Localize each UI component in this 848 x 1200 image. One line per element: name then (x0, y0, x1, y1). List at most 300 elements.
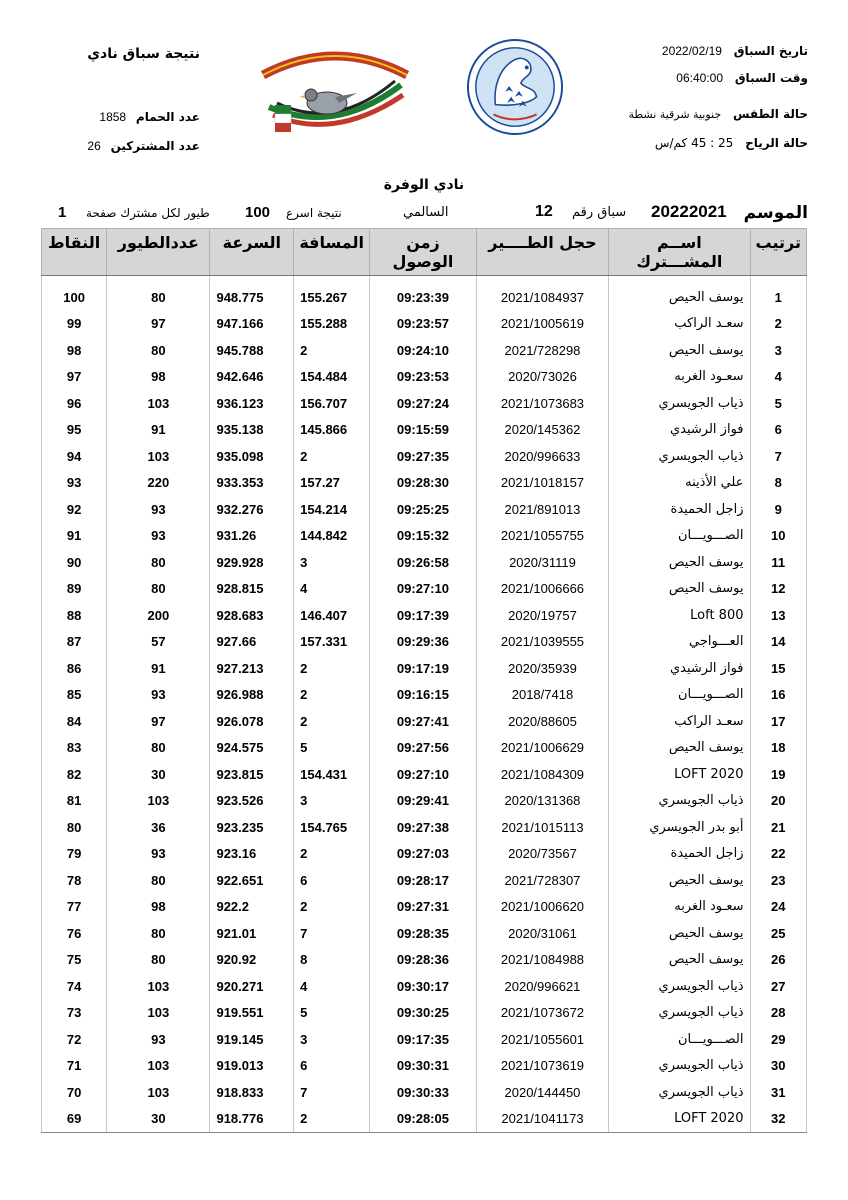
ring-cell: 2021/1041173 (476, 1106, 609, 1133)
arrival-cell: 09:27:03 (370, 841, 476, 868)
points-cell: 88 (42, 602, 107, 629)
table-row (42, 1026, 807, 1053)
distance-cell: 3 (294, 549, 370, 576)
speed-cell: 920.92 (210, 947, 294, 974)
speed-cell: 922.651 (210, 867, 294, 894)
results-table (41, 228, 807, 1133)
participant-cell: Loft 800 (609, 602, 750, 629)
arrival-cell: 09:28:05 (370, 1106, 476, 1133)
distance-cell: 157.27 (294, 470, 370, 497)
distance-cell: 2 (294, 841, 370, 868)
birds-cell: 80 (107, 947, 210, 974)
table-row (42, 390, 807, 417)
ring-cell: 2021/728307 (476, 867, 609, 894)
distance-cell: 2 (294, 1106, 370, 1133)
arrival-cell: 09:28:30 (370, 470, 476, 497)
participant-cell: علي الأذينه (609, 470, 750, 497)
distance-cell: 7 (294, 1079, 370, 1106)
rank-cell: 20 (750, 788, 807, 815)
birds-cell: 80 (107, 576, 210, 603)
participant-cell: سعـد الراكب (609, 311, 750, 338)
arrival-cell: 09:30:17 (370, 973, 476, 1000)
rank-cell: 25 (750, 920, 807, 947)
points-cell: 73 (42, 1000, 107, 1027)
distance-cell: 154.765 (294, 814, 370, 841)
arrival-cell: 09:26:58 (370, 549, 476, 576)
speed-cell: 933.353 (210, 470, 294, 497)
ring-cell: 2020/73026 (476, 364, 609, 391)
points-cell: 76 (42, 920, 107, 947)
ring-cell: 2020/35939 (476, 655, 609, 682)
birds-cell: 103 (107, 973, 210, 1000)
arrival-cell: 09:27:24 (370, 390, 476, 417)
participant-cell: ذياب الجويسري (609, 788, 750, 815)
arrival-cell: 09:30:33 (370, 1079, 476, 1106)
pigeons-value: 1858 (99, 110, 127, 124)
speed-cell: 919.013 (210, 1053, 294, 1080)
birds-cell: 103 (107, 1079, 210, 1106)
header-participant: اســم المشـــترك (609, 229, 750, 276)
table-row (42, 1053, 807, 1080)
table-row (42, 549, 807, 576)
arrival-cell: 09:23:39 (370, 284, 476, 311)
table-row (42, 973, 807, 1000)
club-logo (255, 45, 415, 140)
arrival-cell: 09:30:31 (370, 1053, 476, 1080)
table-row (42, 682, 807, 709)
distance-cell: 2 (294, 337, 370, 364)
ring-cell: 2021/1055755 (476, 523, 609, 550)
arrival-cell: 09:17:35 (370, 1026, 476, 1053)
participant-cell: LOFT 2020 (609, 1106, 750, 1133)
wind-line (655, 136, 808, 150)
rank-cell: 19 (750, 761, 807, 788)
participant-cell: يوسف الحيص (609, 549, 750, 576)
race-no-value: 12 (535, 203, 553, 220)
speed-cell: 926.078 (210, 708, 294, 735)
distance-cell: 3 (294, 1026, 370, 1053)
birds-cell: 103 (107, 390, 210, 417)
points-cell: 86 (42, 655, 107, 682)
ring-cell: 2020/31061 (476, 920, 609, 947)
table-row (42, 841, 807, 868)
weather-line (629, 107, 809, 121)
arrival-cell: 09:27:41 (370, 708, 476, 735)
race-date-value: 2022/02/19 (661, 44, 722, 58)
points-cell: 79 (42, 841, 107, 868)
participant-cell: الصـــويـــان (609, 523, 750, 550)
arrival-cell: 09:28:35 (370, 920, 476, 947)
points-cell: 85 (42, 682, 107, 709)
rank-cell: 5 (750, 390, 807, 417)
rank-cell: 29 (750, 1026, 807, 1053)
distance-cell: 145.866 (294, 417, 370, 444)
rank-cell: 4 (750, 364, 807, 391)
table-row (42, 920, 807, 947)
table-row (42, 364, 807, 391)
arrival-cell: 09:30:25 (370, 1000, 476, 1027)
race-time-label: وقت السباق (734, 71, 808, 85)
rank-cell: 6 (750, 417, 807, 444)
rank-cell: 9 (750, 496, 807, 523)
arrival-cell: 09:27:38 (370, 814, 476, 841)
ring-cell: 2021/1006629 (476, 735, 609, 762)
result-label: نتيجة اسرع (286, 206, 342, 220)
page-title: نتيجة سباق نادي (87, 46, 200, 62)
distance-cell: 2 (294, 894, 370, 921)
rank-cell: 13 (750, 602, 807, 629)
ring-cell: 2021/728298 (476, 337, 609, 364)
arrival-cell: 09:27:10 (370, 576, 476, 603)
participant-cell: يوسف الحيص (609, 867, 750, 894)
ring-cell: 2021/1073683 (476, 390, 609, 417)
race-time-value: 06:40:00 (676, 71, 723, 85)
birds-cell: 97 (107, 708, 210, 735)
speed-cell: 918.776 (210, 1106, 294, 1133)
birds-cell: 30 (107, 1106, 210, 1133)
table-row (42, 496, 807, 523)
page-number: 1 (58, 204, 67, 221)
distance-cell: 3 (294, 788, 370, 815)
rank-cell: 12 (750, 576, 807, 603)
speed-cell: 945.788 (210, 337, 294, 364)
ring-cell: 2020/145362 (476, 417, 609, 444)
ring-cell: 2020/88605 (476, 708, 609, 735)
arrival-cell: 09:29:41 (370, 788, 476, 815)
table-row (42, 443, 807, 470)
ring-cell: 2021/1018157 (476, 470, 609, 497)
race-time-line (676, 71, 808, 85)
header-birds: عددالطيور (107, 229, 210, 276)
arrival-cell: 09:15:59 (370, 417, 476, 444)
rank-cell: 10 (750, 523, 807, 550)
distance-cell: 155.267 (294, 284, 370, 311)
speed-cell: 936.123 (210, 390, 294, 417)
arrival-cell: 09:16:15 (370, 682, 476, 709)
distance-cell: 156.707 (294, 390, 370, 417)
ring-cell: 2021/1015113 (476, 814, 609, 841)
season-value: 20222021 (651, 202, 727, 221)
points-cell: 92 (42, 496, 107, 523)
rank-cell: 22 (750, 841, 807, 868)
points-cell: 90 (42, 549, 107, 576)
speed-cell: 935.138 (210, 417, 294, 444)
rank-cell: 26 (750, 947, 807, 974)
participant-cell: فواز الرشيدي (609, 655, 750, 682)
table-row (42, 655, 807, 682)
points-cell: 69 (42, 1106, 107, 1133)
participant-cell: يوسف الحيص (609, 337, 750, 364)
distance-cell: 154.484 (294, 364, 370, 391)
result-count: 100 (245, 204, 271, 221)
distance-cell: 154.431 (294, 761, 370, 788)
distance-cell: 5 (294, 735, 370, 762)
birds-cell: 80 (107, 549, 210, 576)
weather-label: حالة الطقس (732, 107, 808, 121)
distance-cell: 155.288 (294, 311, 370, 338)
header-ring: حجل الطــــير (476, 229, 609, 276)
rank-cell: 30 (750, 1053, 807, 1080)
participant-cell: ذياب الجويسري (609, 390, 750, 417)
participant-cell: ذياب الجويسري (609, 1079, 750, 1106)
rank-cell: 17 (750, 708, 807, 735)
birds-cell: 80 (107, 867, 210, 894)
arrival-cell: 09:23:53 (370, 364, 476, 391)
distance-cell: 4 (294, 576, 370, 603)
birds-cell: 93 (107, 841, 210, 868)
race-date-label: تاريخ السباق (733, 44, 808, 58)
ring-cell: 2021/1039555 (476, 629, 609, 656)
distance-cell: 2 (294, 443, 370, 470)
points-cell: 97 (42, 364, 107, 391)
distance-cell: 2 (294, 682, 370, 709)
participants-label: عدد المشتركين (110, 139, 200, 153)
table-row (42, 867, 807, 894)
table-row (42, 1106, 807, 1133)
distance-cell: 7 (294, 920, 370, 947)
participant-cell: يوسف الحيص (609, 576, 750, 603)
distance-cell: 157.331 (294, 629, 370, 656)
ring-cell: 2020/73567 (476, 841, 609, 868)
birds-cell: 93 (107, 496, 210, 523)
birds-cell: 220 (107, 470, 210, 497)
ring-cell: 2021/1073672 (476, 1000, 609, 1027)
speed-cell: 923.815 (210, 761, 294, 788)
ring-cell: 2021/1084937 (476, 284, 609, 311)
points-cell: 100 (42, 284, 107, 311)
rank-cell: 31 (750, 1079, 807, 1106)
ring-cell: 2021/1005619 (476, 311, 609, 338)
race-date-line (662, 44, 808, 58)
participant-cell: زاجل الحميدة (609, 841, 750, 868)
arrival-cell: 09:29:36 (370, 629, 476, 656)
table-row (42, 284, 807, 311)
participant-cell: يوسف الحيص (609, 284, 750, 311)
rank-cell: 16 (750, 682, 807, 709)
participant-cell: ذياب الجويسري (609, 1053, 750, 1080)
distance-cell: 5 (294, 1000, 370, 1027)
table-row (42, 337, 807, 364)
participant-cell: الصـــويـــان (609, 1026, 750, 1053)
speed-cell: 929.928 (210, 549, 294, 576)
participant-cell: سعـد الراكب (609, 708, 750, 735)
arrival-cell: 09:17:39 (370, 602, 476, 629)
speed-cell: 931.26 (210, 523, 294, 550)
points-cell: 84 (42, 708, 107, 735)
speed-cell: 942.646 (210, 364, 294, 391)
points-cell: 96 (42, 390, 107, 417)
header-points: النقاط (42, 229, 107, 276)
speed-cell: 919.551 (210, 1000, 294, 1027)
birds-cell: 30 (107, 761, 210, 788)
participant-cell: ذياب الجويسري (609, 443, 750, 470)
arrival-cell: 09:25:25 (370, 496, 476, 523)
points-cell: 72 (42, 1026, 107, 1053)
ring-cell: 2021/1055601 (476, 1026, 609, 1053)
participant-cell: سعـود الغربه (609, 894, 750, 921)
participants-value: 26 (87, 139, 101, 153)
speed-cell: 947.166 (210, 311, 294, 338)
per-page-label: طيور لكل مشترك صفحة (86, 206, 210, 220)
ring-cell: 2020/996621 (476, 973, 609, 1000)
ring-cell: 2021/891013 (476, 496, 609, 523)
arrival-cell: 09:28:36 (370, 947, 476, 974)
distance-cell: 4 (294, 973, 370, 1000)
points-cell: 83 (42, 735, 107, 762)
arrival-cell: 09:23:57 (370, 311, 476, 338)
ring-cell: 2021/1084988 (476, 947, 609, 974)
distance-cell: 144.842 (294, 523, 370, 550)
birds-cell: 98 (107, 894, 210, 921)
participants-count-line (82, 139, 200, 153)
table-row (42, 470, 807, 497)
birds-cell: 80 (107, 337, 210, 364)
distance-cell: 8 (294, 947, 370, 974)
rank-cell: 27 (750, 973, 807, 1000)
rank-cell: 11 (750, 549, 807, 576)
table-row (42, 761, 807, 788)
birds-cell: 98 (107, 364, 210, 391)
birds-cell: 80 (107, 284, 210, 311)
ring-cell: 2021/1006666 (476, 576, 609, 603)
speed-cell: 923.16 (210, 841, 294, 868)
arrival-cell: 09:27:56 (370, 735, 476, 762)
ring-cell: 2020/19757 (476, 602, 609, 629)
table-row (42, 1000, 807, 1027)
ring-cell: 2020/144450 (476, 1079, 609, 1106)
distance-cell: 6 (294, 867, 370, 894)
birds-cell: 57 (107, 629, 210, 656)
table-row (42, 894, 807, 921)
points-cell: 82 (42, 761, 107, 788)
speed-cell: 921.01 (210, 920, 294, 947)
birds-cell: 91 (107, 417, 210, 444)
ring-cell: 2021/1073619 (476, 1053, 609, 1080)
participant-cell: ذياب الجويسري (609, 1000, 750, 1027)
participant-cell: سعـود الغربه (609, 364, 750, 391)
birds-cell: 36 (107, 814, 210, 841)
points-cell: 95 (42, 417, 107, 444)
table-row (42, 629, 807, 656)
table-row (42, 788, 807, 815)
table-header-row (42, 229, 807, 276)
speed-cell: 923.526 (210, 788, 294, 815)
participant-cell: يوسف الحيص (609, 920, 750, 947)
points-cell: 75 (42, 947, 107, 974)
table-row (42, 311, 807, 338)
points-cell: 70 (42, 1079, 107, 1106)
rank-cell: 15 (750, 655, 807, 682)
table-row (42, 602, 807, 629)
ring-cell: 2020/996633 (476, 443, 609, 470)
birds-cell: 200 (107, 602, 210, 629)
participant-cell: العـــواجي (609, 629, 750, 656)
arrival-cell: 09:28:17 (370, 867, 476, 894)
points-cell: 74 (42, 973, 107, 1000)
points-cell: 78 (42, 867, 107, 894)
speed-cell: 926.988 (210, 682, 294, 709)
birds-cell: 103 (107, 1000, 210, 1027)
rank-cell: 28 (750, 1000, 807, 1027)
ring-cell: 2021/1084309 (476, 761, 609, 788)
table-row (42, 947, 807, 974)
pigeons-count-line (100, 110, 200, 124)
race-location: السالمي (403, 205, 449, 220)
speed-cell: 924.575 (210, 735, 294, 762)
table-row (42, 523, 807, 550)
ring-cell: 2020/31119 (476, 549, 609, 576)
points-cell: 81 (42, 788, 107, 815)
club-name: نادي الوفرة (383, 177, 465, 193)
table-row (42, 708, 807, 735)
participant-cell: الصـــويـــان (609, 682, 750, 709)
weather-value: جنوبية شرقية نشطة (628, 108, 722, 121)
race-no-label: سباق رقم (572, 205, 627, 220)
speed-cell: 919.145 (210, 1026, 294, 1053)
birds-cell: 93 (107, 1026, 210, 1053)
birds-cell: 80 (107, 735, 210, 762)
participant-cell: يوسف الحيص (609, 947, 750, 974)
birds-cell: 80 (107, 920, 210, 947)
birds-cell: 91 (107, 655, 210, 682)
table-row (42, 735, 807, 762)
arrival-cell: 09:17:19 (370, 655, 476, 682)
rank-cell: 18 (750, 735, 807, 762)
wind-value: 25 : 45 كم/س (654, 136, 734, 150)
birds-cell: 97 (107, 311, 210, 338)
arrival-cell: 09:27:31 (370, 894, 476, 921)
header-rank: ترتيب (750, 229, 807, 276)
distance-cell: 2 (294, 708, 370, 735)
points-cell: 93 (42, 470, 107, 497)
points-cell: 94 (42, 443, 107, 470)
table-row (42, 417, 807, 444)
speed-cell: 920.271 (210, 973, 294, 1000)
distance-cell: 154.214 (294, 496, 370, 523)
rank-cell: 14 (750, 629, 807, 656)
birds-cell: 103 (107, 788, 210, 815)
participant-cell: LOFT 2020 (609, 761, 750, 788)
rank-cell: 2 (750, 311, 807, 338)
pigeons-label: عدد الحمام (135, 110, 200, 124)
table-spacer (42, 276, 807, 285)
points-cell: 87 (42, 629, 107, 656)
participant-cell: ذياب الجويسري (609, 973, 750, 1000)
speed-cell: 923.235 (210, 814, 294, 841)
points-cell: 98 (42, 337, 107, 364)
participant-cell: فواز الرشيدي (609, 417, 750, 444)
points-cell: 77 (42, 894, 107, 921)
header-speed: السرعة (210, 229, 294, 276)
distance-cell: 146.407 (294, 602, 370, 629)
rank-cell: 21 (750, 814, 807, 841)
table-row (42, 814, 807, 841)
federation-logo (466, 38, 564, 136)
header-arrival: زمن الوصول (370, 229, 476, 276)
points-cell: 99 (42, 311, 107, 338)
speed-cell: 948.775 (210, 284, 294, 311)
speed-cell: 927.66 (210, 629, 294, 656)
birds-cell: 93 (107, 523, 210, 550)
participant-cell: زاجل الحميدة (609, 496, 750, 523)
table-row (42, 576, 807, 603)
points-cell: 80 (42, 814, 107, 841)
arrival-cell: 09:15:32 (370, 523, 476, 550)
rank-cell: 24 (750, 894, 807, 921)
birds-cell: 103 (107, 443, 210, 470)
speed-cell: 928.815 (210, 576, 294, 603)
speed-cell: 927.213 (210, 655, 294, 682)
